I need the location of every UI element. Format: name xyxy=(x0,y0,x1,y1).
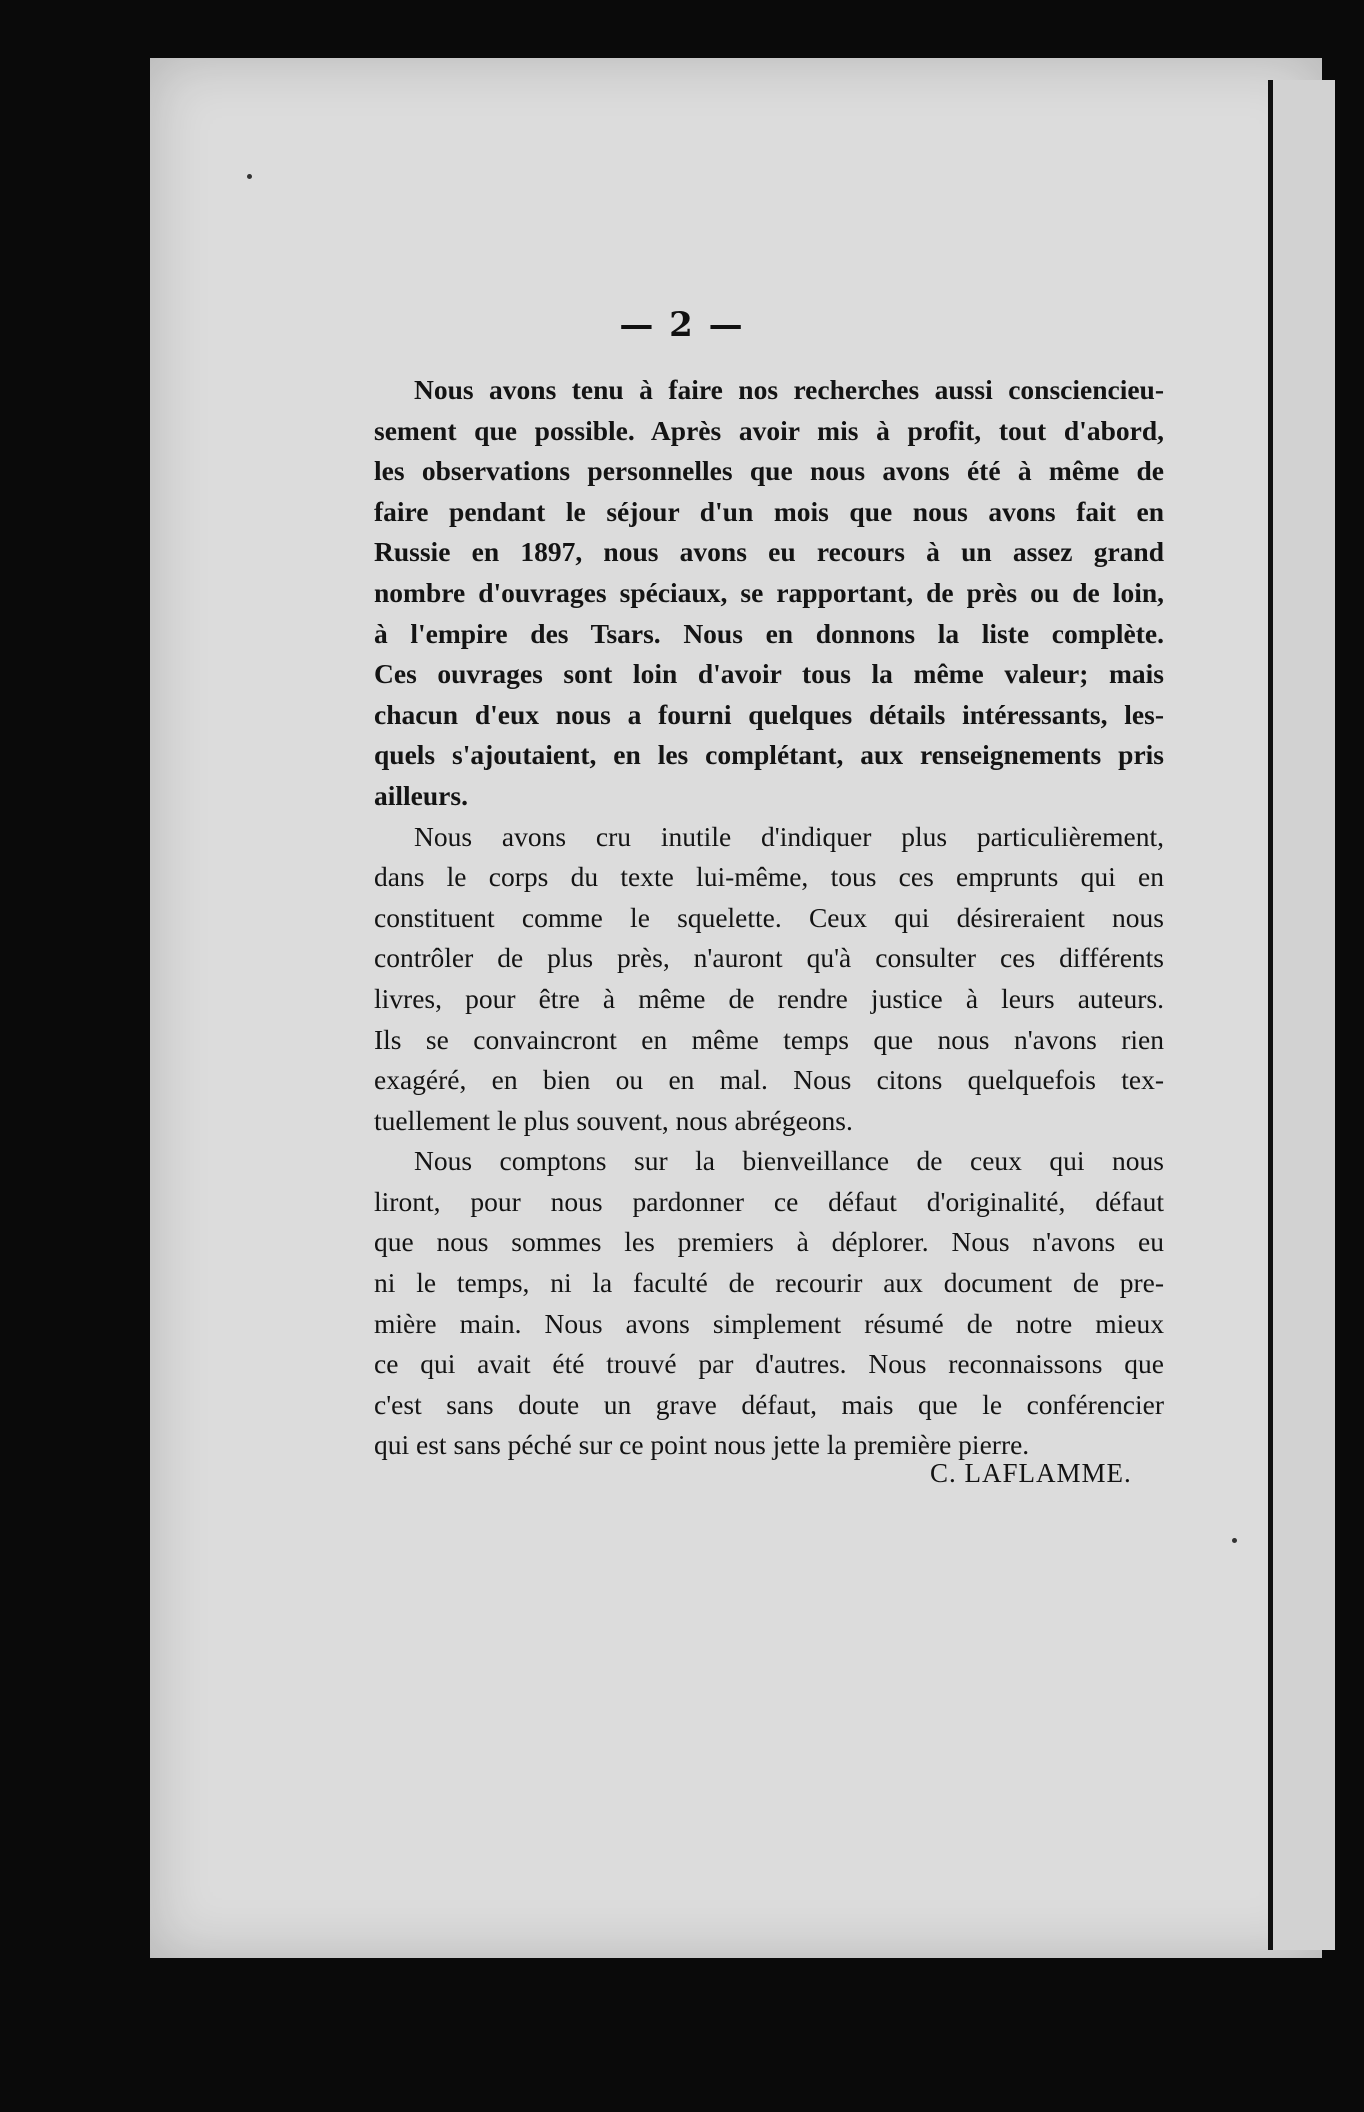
body-text xyxy=(374,370,1164,1466)
text-line: chacun d'eux nous a fourni quelques détails intéressants, les- xyxy=(374,698,1164,730)
text-line: faire pendant le séjour d'un mois que nous avons fait en xyxy=(374,495,1164,527)
paragraph-2 xyxy=(374,817,1164,1142)
text-line: exagéré, en bien ou en mal. Nous citons quelquefois tex- xyxy=(374,1064,1164,1096)
text-line: quels s'ajoutaient, en les complétant, aux renseignements pris xyxy=(374,739,1164,771)
text-line: Ces ouvrages sont loin d'avoir tous la même valeur; mais xyxy=(374,658,1164,690)
text-line: Nous avons cru inutile d'indiquer plus particulièrement, xyxy=(414,820,1164,852)
text-line: mière main. Nous avons simplement résumé de notre mieux xyxy=(374,1307,1164,1339)
facing-page-edge xyxy=(1268,80,1335,1950)
text-line: tuellement le plus souvent, nous abrégeons. xyxy=(374,1104,853,1136)
text-line: ni le temps, ni la faculté de recourir aux document de pre- xyxy=(374,1267,1164,1299)
dust-speck xyxy=(1232,1538,1237,1543)
text-line: livres, pour être à même de rendre justice à leurs auteurs. xyxy=(374,982,1164,1014)
text-line: ce qui avait été trouvé par d'autres. Nous reconnaissons que xyxy=(374,1348,1164,1380)
text-line: Ils se convaincront en même temps que nous n'avons rien xyxy=(374,1023,1164,1055)
text-line: nombre d'ouvrages spéciaux, se rapportant, de près ou de loin, xyxy=(374,576,1164,608)
text-line: c'est sans doute un grave défaut, mais que le conférencier xyxy=(374,1388,1164,1420)
text-line: à l'empire des Tsars. Nous en donnons la liste complète. xyxy=(374,617,1164,649)
paragraph-3 xyxy=(374,1141,1164,1466)
text-line: constituent comme le squelette. Ceux qui désireraient nous xyxy=(374,901,1164,933)
text-line: Russie en 1897, nous avons eu recours à un assez grand xyxy=(374,536,1164,568)
text-line: les observations personnelles que nous avons été à même de xyxy=(374,455,1164,487)
text-line: Nous comptons sur la bienveillance de ceux qui nous xyxy=(414,1145,1164,1177)
dust-speck xyxy=(247,174,252,179)
author-signature: C. LAFLAMME. xyxy=(930,1458,1132,1488)
text-line: qui est sans péché sur ce point nous jette la première pierre. xyxy=(374,1429,1030,1461)
text-line: liront, pour nous pardonner ce défaut d'originalité, défaut xyxy=(374,1185,1164,1217)
text-line: dans le corps du texte lui-même, tous ces emprunts qui en xyxy=(374,861,1164,893)
text-line: ailleurs. xyxy=(374,779,468,811)
page-number: — 2 — xyxy=(619,305,745,345)
text-line: contrôler de plus près, n'auront qu'à consulter ces différents xyxy=(374,942,1164,974)
text-line: que nous sommes les premiers à déplorer. Nous n'avons eu xyxy=(374,1226,1164,1258)
text-line: Nous avons tenu à faire nos recherches aussi consciencieu- xyxy=(414,374,1164,405)
paragraph-1 xyxy=(374,370,1164,817)
text-line: sement que possible. Après avoir mis à profit, tout d'abord, xyxy=(374,414,1164,446)
